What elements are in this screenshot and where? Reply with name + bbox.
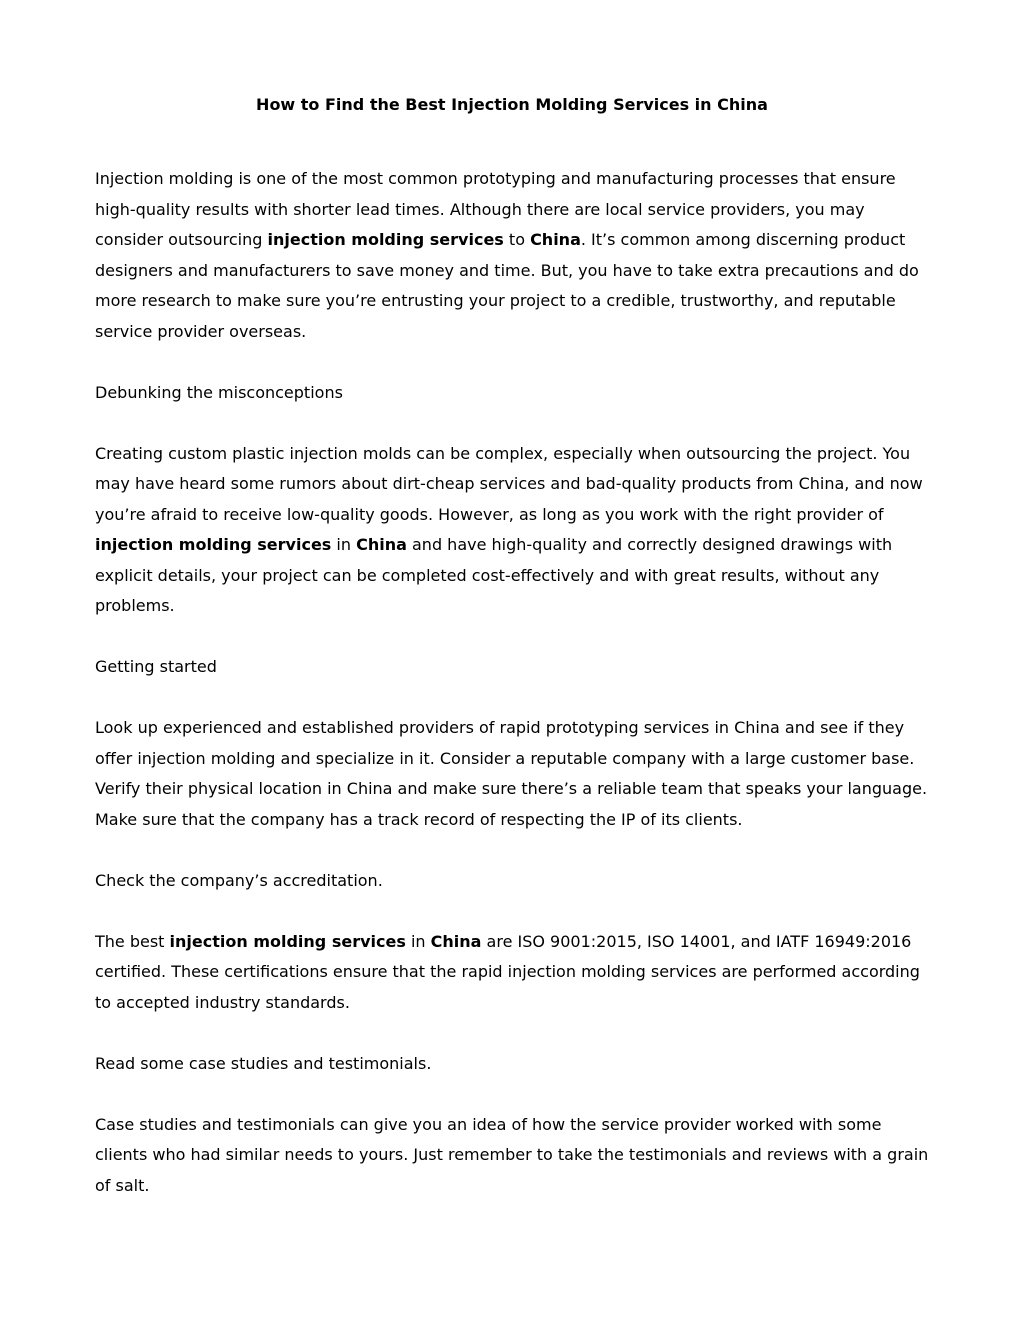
- case-studies-paragraph: Case studies and testimonials can give you an idea of how the service provider worked with some clients who had similar needs to yours. Just remember to take the testimonials and reviews with a grain of salt.: [95, 1114, 929, 1195]
- text-span: Injection molding is one of the most common prototyping and manufacturing processes that ensure high-quality results with shorter lead times. Although there are local service providers, you may consider outsourcing: [95, 169, 896, 249]
- getting-started-paragraph: Look up experienced and established providers of rapid prototyping services in China and see if they offer injection molding and specialize in it. Consider a reputable company with a large customer base. Verify their physical location in China and make sure there’s a reliable team that speaks your language. Make sure that the company has a track record of respecting the IP of its clients.: [95, 718, 928, 829]
- bold-keyword: injection molding services: [95, 535, 332, 554]
- text-span: to: [503, 230, 531, 249]
- section-heading-getting-started: Getting started: [95, 657, 217, 676]
- section-heading-misconceptions: Debunking the misconceptions: [95, 382, 343, 402]
- bold-keyword: injection molding services: [267, 230, 504, 249]
- text-span: . It’s common among discerning product designers and manufacturers to save money and time. But, you have to take extra precautions and do more research to make sure you’re entrusting your project to a credible, trustworthy, and reputable service provider overseas.: [95, 230, 919, 341]
- section-heading-accreditation: Check the company’s accreditation.: [95, 870, 383, 890]
- bold-keyword: China: [530, 230, 581, 249]
- text-span: are ISO 9001:2015, ISO 14001, and IATF 16949:2016 certified. These certifications ensure that the rapid injection molding services are performed according to accepted industry standards.: [95, 931, 920, 1012]
- bold-keyword: injection molding services: [169, 931, 406, 951]
- document-title: How to Find the Best Injection Molding Services in China: [256, 95, 768, 114]
- text-span: and have high-quality and correctly designed drawings with explicit details, your project can be completed cost-effectively and with great results, without any problems.: [95, 535, 893, 615]
- text-span: in: [331, 535, 357, 554]
- accreditation-paragraph: [95, 927, 937, 1019]
- text-span: in: [405, 931, 431, 951]
- section-heading-case-studies: Read some case studies and testimonials.: [95, 1053, 432, 1073]
- intro-paragraph: [95, 164, 937, 347]
- text-span: Creating custom plastic injection molds can be complex, especially when outsourcing the project. You may have heard some rumors about dirt-cheap services and bad-quality products from China, and now you’re afraid to receive low-quality goods. However, as long as you work with the right provider of: [95, 443, 923, 524]
- document-body: [95, 164, 937, 1232]
- bold-keyword: China: [430, 931, 482, 951]
- misconceptions-paragraph: [95, 439, 937, 622]
- text-span: The best: [95, 931, 170, 951]
- bold-keyword: China: [356, 535, 407, 554]
